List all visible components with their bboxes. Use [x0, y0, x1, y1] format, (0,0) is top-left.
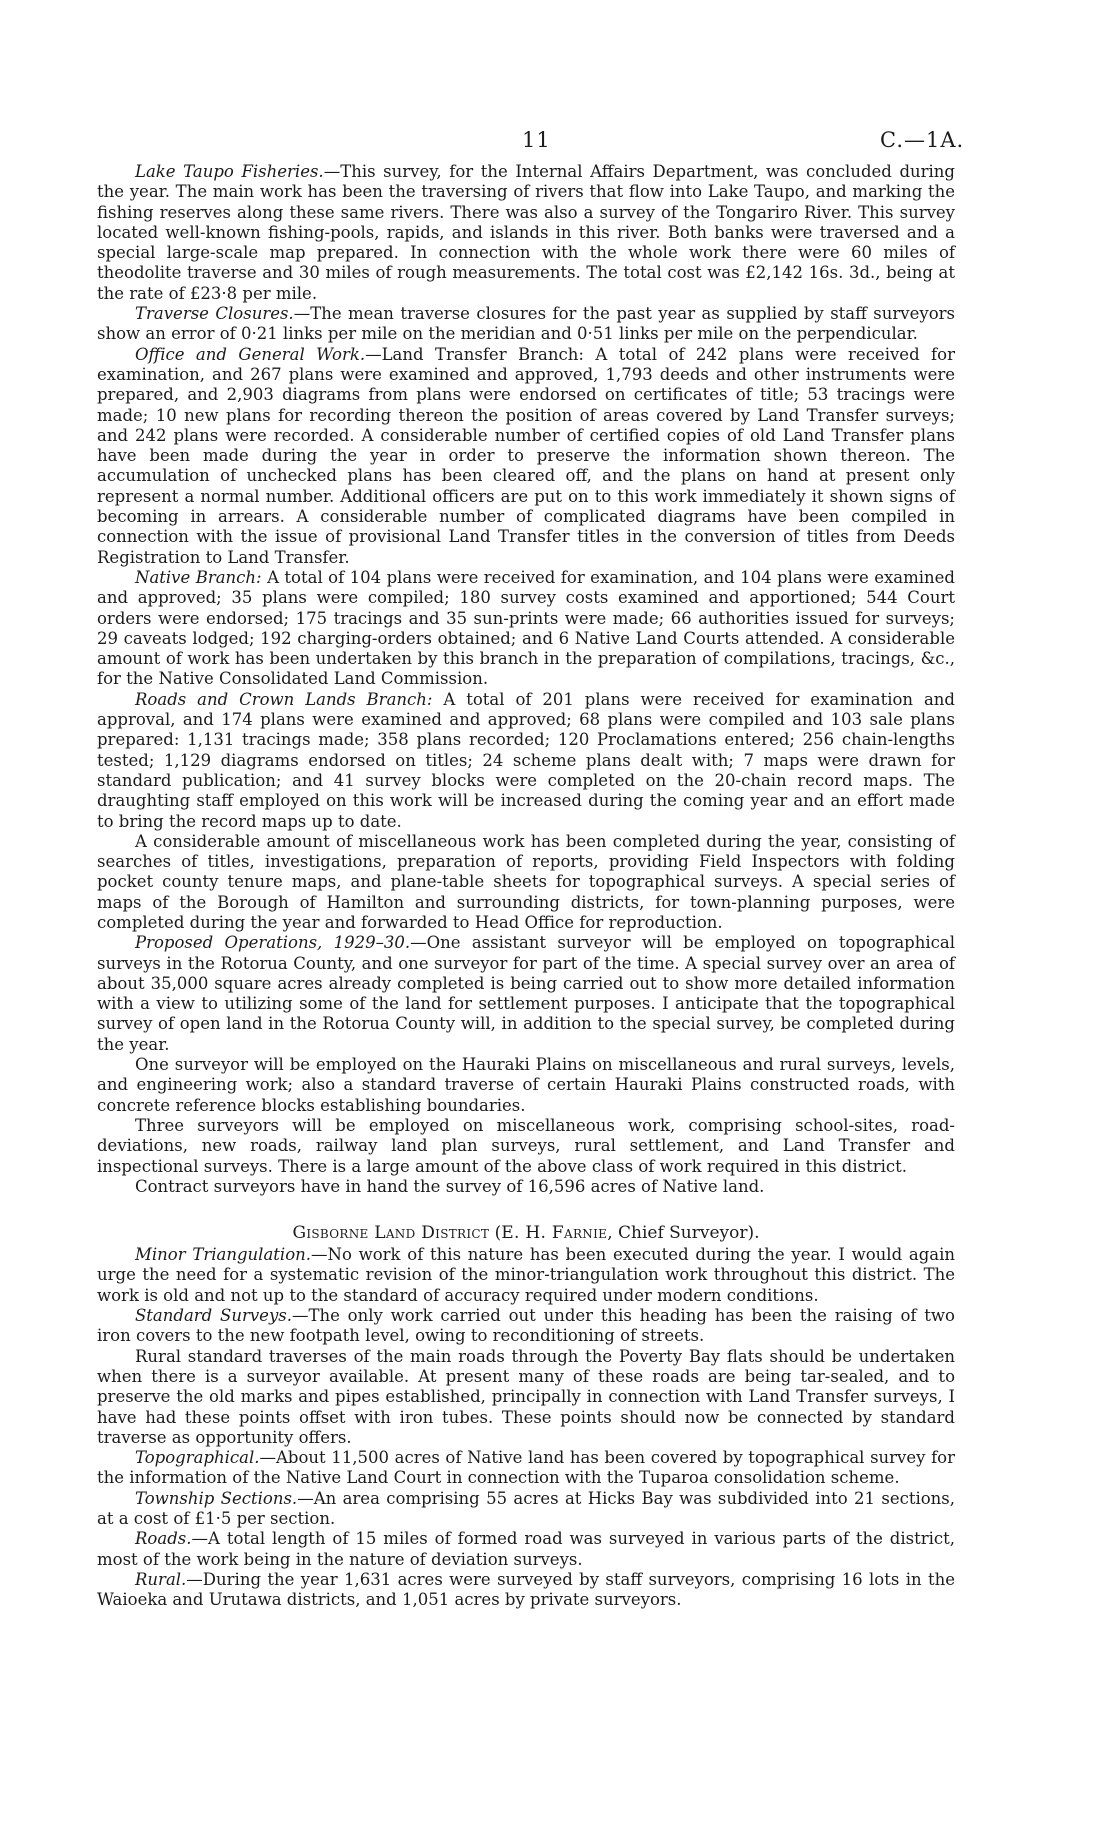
paragraph — [97, 568, 955, 690]
paragraph — [97, 1448, 955, 1489]
chief-surveyor-title: , Chief Surveyor). — [607, 1223, 760, 1244]
paragraph — [97, 1570, 955, 1611]
paragraph — [97, 1245, 955, 1306]
paragraph-text: —A total length of 15 miles of formed road was surveyed in various parts of the district, most of the work being in the nature of deviation surveys. — [97, 1529, 955, 1569]
paragraph-lead: Standard Surveys. — [135, 1306, 292, 1326]
paragraph-text: —The only work carried out under this heading has been the raising of two iron covers to the new footpath level, owing to reconditioning of streets. — [97, 1306, 955, 1346]
paragraph-text: —Land Transfer Branch: A total of 242 plans were received for examination, and 267 plans were examined and approved, 1,793 deeds and other instruments were prepared, and 2,903 diagrams from plans were endorsed on certificates of title; 53 tracings were made; 10 new plans for recording thereon the position of areas covered by Land Transfer surveys; and 242 plans were recorded. A considerable number of certified copies of old Land Transfer plans have been made during the year in order to preserve the information shown thereon. The accumulation of unchecked plans has been cleared off, and the plans on hand at present only represent a normal number. Additional officers are put on to this work immediately it shown signs of becoming in arrears. A considerable number of complicated diagrams have been compiled in connection with the issue of provisional Land Transfer titles in the conversion of titles from Deeds Registration to Land Transfer. — [97, 344, 955, 567]
paragraph-text: A total of 104 plans were received for examination, and 104 plans were examined and approved; 35 plans were compiled; 180 survey costs examined and apportioned; 544 Court orders were endorsed; 175 tracings and 35 sun-prints were made; 66 authorities issued for surveys; 29 caveats lodged; 192 charging-orders obtained; and 6 Native Land Courts attended. A considerable amount of work has been undertaken by this branch in the preparation of compilations, tracings, &c., for the Native Consolidated Land Commission. — [97, 567, 955, 689]
page-number: 11 — [522, 128, 551, 152]
paragraph-lead: Traverse Closures. — [135, 304, 294, 324]
paragraph-text: Rural standard traverses of the main roads through the Poverty Bay flats should be undertaken when there is a surveyor available. At present many of these roads are being tar-sealed, and to preserve the old marks and pipes established, principally in connection with Land Transfer surveys, I have had these points offset with iron tubes. These points should now be connected by standard traverse as opportunity offers. — [97, 1346, 955, 1447]
paragraph-lead: Proposed Operations, 1929–30. — [135, 933, 411, 953]
heading-open-paren: ( — [489, 1223, 502, 1244]
paragraph-text: —During the year 1,631 acres were surveyed by staff surveyors, comprising 16 lots in the Waioeka and Urutawa districts, and 1,051 acres by private surveyors. — [97, 1569, 955, 1610]
paragraph — [97, 1529, 955, 1570]
paragraph-text: —The mean traverse closures for the past year as supplied by staff surveyors show an error of 0·21 links per mile on the meridian and 0·51 links per mile on the perpendicular. — [97, 304, 955, 344]
paragraph — [97, 1489, 955, 1530]
paragraph — [97, 1347, 955, 1448]
paragraph-text: —An area comprising 55 acres at Hicks Bay was subdivided into 21 sections, at a cost of £1·5 per section. — [97, 1488, 956, 1528]
paragraph — [97, 304, 955, 345]
paragraph-text: Contract surveyors have in hand the survey of 16,596 acres of Native land. — [135, 1176, 765, 1196]
paragraph-text: Three surveyors will be employed on miscellaneous work, comprising school-sites, road-deviations, new roads, railway land plan surveys, rural settlement, and Land Transfer and inspectional surveys. There is a large amount of the above class of work required in this district. — [97, 1115, 955, 1176]
paragraph — [97, 1306, 955, 1347]
paragraph-text: —One assistant surveyor will be employed on topographical surveys in the Rotorua County, and one surveyor for part of the time. A special survey over an area of about 35,000 square acres already completed is being carried out to show more detailed information with a view to utilizing some of the land for settlement purposes. I anticipate that the topographical survey of open land in the Rotorua County will, in addition to the special survey, be completed during the year. — [97, 933, 955, 1054]
paragraph-lead: Township Sections. — [135, 1488, 298, 1508]
paragraph-lead: Topographical. — [135, 1448, 260, 1468]
section-heading — [97, 1222, 955, 1244]
paragraph — [97, 1055, 955, 1116]
paragraph — [97, 1177, 955, 1197]
paragraph-text: —About 11,500 acres of Native land has been covered by topographical survey for the information of the Native Land Court in connection with the Tuparoa consolidation scheme. — [97, 1448, 955, 1488]
paragraph — [97, 690, 955, 832]
paragraph-lead: Rural. — [135, 1569, 187, 1589]
paragraph — [97, 832, 955, 933]
paragraph-text: —No work of this nature has been executed during the year. I would again urge the need for a systematic revision of the minor-triangulation work throughout this district. The work is old and not up to the standard of accuracy required under modern conditions. — [97, 1245, 955, 1305]
paragraph-lead: Roads and Crown Lands Branch: — [135, 689, 433, 709]
paragraph — [97, 162, 955, 304]
paragraph-lead: Minor Triangulation. — [135, 1245, 311, 1265]
paragraph — [97, 933, 955, 1055]
chief-surveyor-name: E. H. Farnie — [501, 1223, 608, 1244]
paragraph — [97, 1116, 955, 1177]
report-body — [97, 162, 955, 1610]
paragraph-text: A total of 201 plans were received for examination and approval, and 174 plans were examined and approved; 68 plans were compiled and 103 sale plans prepared: 1,131 tracings made; 358 plans recorded; 120 Proclamations entered; 256 chain-lengths tested; 1,129 diagrams endorsed on titles; 24 scheme plans dealt with; 7 maps were drawn for standard publication; and 41 survey blocks were completed on the 20-chain record maps. The draughting staff employed on this work will be increased during the coming year and an effort made to bring the record maps up to date. — [97, 689, 955, 831]
document-reference: C.—1A. — [880, 128, 965, 152]
paragraph-text: A considerable amount of miscellaneous work has been completed during the year, consisting of searches of titles, investigations, preparation of reports, providing Field Inspectors with folding pocket county tenure maps, and plane-table sheets for topographical surveys. A special series of maps of the Borough of Hamilton and surrounding districts, for town-planning purposes, were completed during the year and forwarded to Head Office for reproduction. — [97, 831, 955, 932]
paragraph-lead: Lake Taupo Fisheries. — [135, 162, 324, 181]
paragraph-lead: Office and General Work. — [135, 344, 366, 364]
paragraph-text: —This survey, for the Internal Affairs Department, was concluded during the year. The main work has been the traversing of rivers that flow into Lake Taupo, and marking the fishing reserves along these same rivers. There was also a survey of the Tongariro River. This survey located well-known fishing-pools, rapids, and islands in this river. Both banks were traversed and a special large-scale map prepared. In connection with the whole work there were 60 miles of theodolite traverse and 30 miles of rough measurements. The total cost was £2,142 16s. 3d., being at the rate of £23·8 per mile. — [97, 162, 955, 303]
paragraph-lead: Native Branch: — [135, 567, 262, 587]
paragraph-lead: Roads. — [135, 1529, 192, 1549]
district-name: Gisborne Land District — [292, 1223, 490, 1244]
paragraph — [97, 345, 955, 568]
paragraph-text: One surveyor will be employed on the Hauraki Plains on miscellaneous and rural surveys, levels, and engineering work; also a standard traverse of certain Hauraki Plains constructed roads, with concrete reference blocks establishing boundaries. — [97, 1055, 955, 1115]
